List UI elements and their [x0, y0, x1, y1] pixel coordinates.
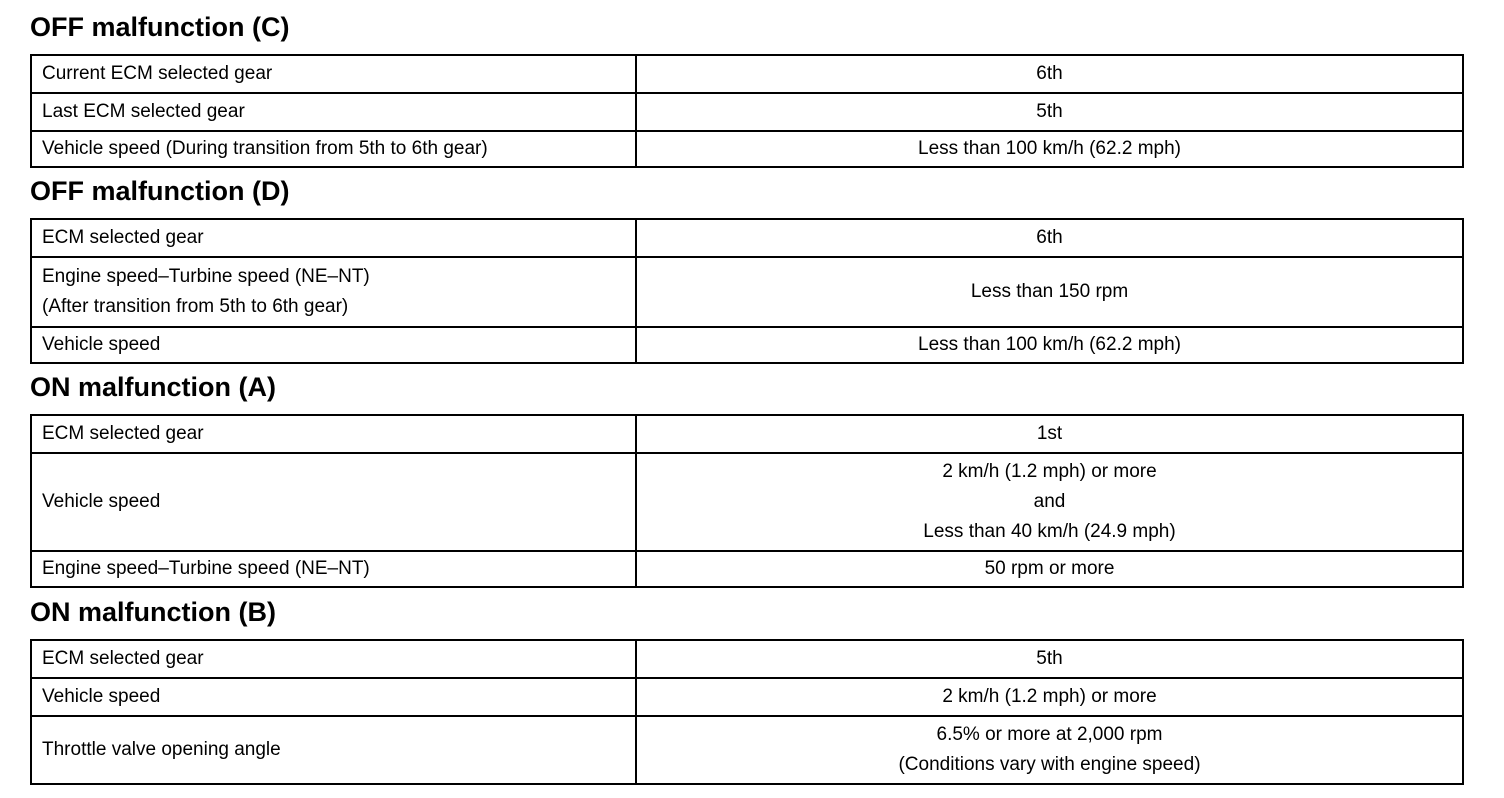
- condition-value: 6th: [636, 219, 1463, 257]
- condition-value: 6.5% or more at 2,000 rpm (Conditions vary with engine speed): [636, 716, 1463, 784]
- condition-value: 2 km/h (1.2 mph) or more: [636, 678, 1463, 716]
- condition-value: 2 km/h (1.2 mph) or more and Less than 40 km/h (24.9 mph): [636, 453, 1463, 551]
- condition-value: Less than 100 km/h (62.2 mph): [636, 327, 1463, 363]
- condition-label: ECM selected gear: [31, 640, 636, 678]
- table-row: [31, 257, 1463, 327]
- condition-label: Vehicle speed: [31, 453, 636, 551]
- condition-table: [30, 54, 1464, 168]
- table-row: [31, 93, 1463, 131]
- condition-label: Current ECM selected gear: [31, 55, 636, 93]
- section-title: ON malfunction (B): [30, 597, 276, 627]
- condition-label: Throttle valve opening angle: [31, 716, 636, 784]
- condition-label: ECM selected gear: [31, 219, 636, 257]
- section-off-malfunction-c: [30, 12, 289, 42]
- table-row: [31, 716, 1463, 784]
- condition-label: Last ECM selected gear: [31, 93, 636, 131]
- condition-label: Engine speed–Turbine speed (NE–NT): [31, 551, 636, 587]
- table-row: [31, 327, 1463, 363]
- condition-value: Less than 100 km/h (62.2 mph): [636, 131, 1463, 167]
- condition-label: Engine speed–Turbine speed (NE–NT) (After transition from 5th to 6th gear): [31, 257, 636, 327]
- condition-value: 1st: [636, 415, 1463, 453]
- condition-table: [30, 639, 1464, 785]
- section-on-malfunction-a: [30, 372, 276, 402]
- section-on-malfunction-b: [30, 597, 276, 627]
- condition-label: Vehicle speed: [31, 678, 636, 716]
- condition-label: ECM selected gear: [31, 415, 636, 453]
- condition-value: 5th: [636, 93, 1463, 131]
- condition-value: Less than 150 rpm: [636, 257, 1463, 327]
- table-row: [31, 453, 1463, 551]
- section-off-malfunction-d: [30, 176, 289, 206]
- table-row: [31, 131, 1463, 167]
- table-row: [31, 640, 1463, 678]
- table-row: [31, 551, 1463, 587]
- condition-table: [30, 414, 1464, 588]
- section-title: OFF malfunction (C): [30, 12, 290, 42]
- table-row: [31, 55, 1463, 93]
- condition-value: 50 rpm or more: [636, 551, 1463, 587]
- section-title: OFF malfunction (D): [30, 176, 290, 206]
- table-row: [31, 678, 1463, 716]
- table-row: [31, 219, 1463, 257]
- table-row: [31, 415, 1463, 453]
- condition-value: 5th: [636, 640, 1463, 678]
- condition-table: [30, 218, 1464, 364]
- condition-value: 6th: [636, 55, 1463, 93]
- section-title: ON malfunction (A): [30, 372, 276, 402]
- condition-label: Vehicle speed (During transition from 5th to 6th gear): [31, 131, 636, 167]
- condition-label: Vehicle speed: [31, 327, 636, 363]
